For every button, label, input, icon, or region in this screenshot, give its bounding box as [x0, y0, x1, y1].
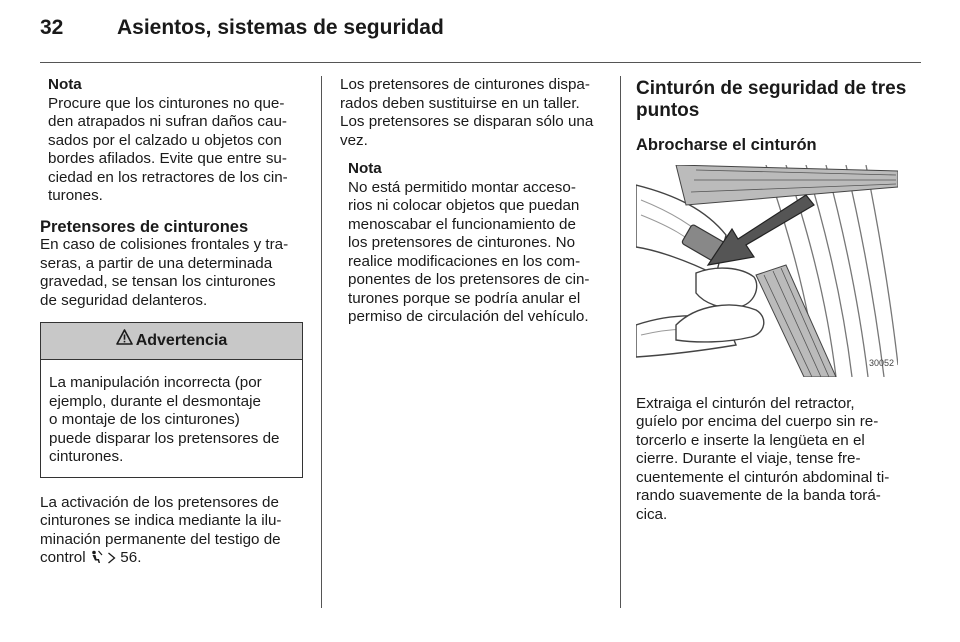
- warning-line: puede disparar los pretensores de: [49, 429, 280, 447]
- seatbelt-illustration: [636, 165, 898, 377]
- note-line: turones porque se podría anular el: [348, 289, 581, 307]
- note-line: rios ni colocar objetos que puedan: [348, 197, 580, 214]
- heading-line: Cinturón de seguridad de tres: [636, 78, 907, 99]
- note-line: menoscabar el funcionamiento de: [348, 215, 576, 233]
- note-line: realice modificaciones en los com-: [348, 252, 581, 270]
- warning-line: cinturones.: [49, 448, 124, 465]
- note-line: ciedad en los retractores de los cin-: [48, 168, 288, 186]
- note-line: No está permitido montar acceso-: [348, 178, 576, 196]
- figure-number: 30052: [868, 358, 894, 368]
- subsection-heading: Abrocharse el cinturón: [636, 136, 817, 154]
- body-line: gravedad, se tensan los cinturones: [40, 273, 276, 290]
- note-line: los pretensores de cinturones. No: [348, 234, 576, 251]
- body-line: Los pretensores se disparan sólo una: [340, 113, 594, 130]
- body-line: cierre. Durante el viaje, tense fre-: [636, 450, 861, 467]
- note-line: turones.: [48, 187, 103, 204]
- warning-line: La manipulación incorrecta (por: [49, 374, 262, 391]
- page-reference-icon: [107, 551, 116, 570]
- note-title: Nota: [48, 76, 82, 93]
- column-divider-2: [620, 76, 621, 608]
- body-line: cinturones se indica mediante la ilu-: [40, 512, 282, 529]
- column-divider-1: [321, 76, 322, 608]
- note-block: [340, 160, 602, 327]
- body-line: vez.: [340, 131, 368, 149]
- header-divider: [40, 62, 921, 63]
- warning-box: [40, 322, 303, 478]
- body-line: guíelo por encima del cuerpo sin re-: [636, 413, 879, 430]
- body-line: En caso de colisiones frontales y tra-: [40, 236, 289, 253]
- body-line: La activación de los pretensores de: [40, 493, 279, 511]
- page-reference: 56.: [120, 549, 142, 566]
- column-3: [636, 76, 907, 524]
- heading-line: puntos: [636, 100, 700, 121]
- body-line: minación permanente del testigo de: [40, 530, 281, 548]
- note-line: den atrapados ni sufran daños cau-: [48, 113, 287, 130]
- body-line: cuentemente el cinturón abdominal ti-: [636, 468, 890, 486]
- note-line: ponentes de los pretensores de cin-: [348, 271, 590, 288]
- note-title: Nota: [348, 160, 382, 177]
- warning-header: [41, 323, 302, 360]
- warning-line: o montaje de los cinturones): [49, 411, 240, 428]
- section-heading: Pretensores de cinturones: [40, 217, 249, 236]
- body-line: cica.: [636, 505, 668, 523]
- warning-triangle-icon: [116, 323, 133, 359]
- body-line: seras, a partir de una determinada: [40, 254, 273, 272]
- body-line: de seguridad delanteros.: [40, 291, 208, 309]
- note-line: Procure que los cinturones no que-: [48, 94, 285, 112]
- page-title: Asientos, sistemas de seguridad: [117, 16, 444, 39]
- page-number: 32: [40, 16, 64, 39]
- warning-line: ejemplo, durante el desmontaje: [49, 392, 261, 410]
- note-block: [40, 76, 303, 206]
- body-line: torcerlo e inserte la lengüeta en el: [636, 431, 865, 449]
- note-line: permiso de circulación del vehículo.: [348, 308, 589, 325]
- activation-prefix: control: [40, 549, 86, 566]
- page-header: [40, 16, 920, 56]
- section-heading: [636, 78, 907, 122]
- column-2: [340, 76, 602, 339]
- body-line: [40, 549, 303, 570]
- warning-title: Advertencia: [135, 332, 228, 350]
- airbag-warning-icon: [90, 550, 103, 570]
- body-line: Extraiga el cinturón del retractor,: [636, 394, 855, 412]
- column-1: [40, 76, 303, 570]
- body-line: Los pretensores de cinturones dispa-: [340, 76, 590, 93]
- warning-body: [41, 360, 302, 477]
- body-line: rando suavemente de la banda torá-: [636, 487, 881, 504]
- body-line: rados deben sustituirse en un taller.: [340, 94, 580, 112]
- note-line: sados por el calzado u objetos con: [48, 131, 282, 149]
- note-line: bordes afilados. Evite que entre su-: [48, 150, 287, 167]
